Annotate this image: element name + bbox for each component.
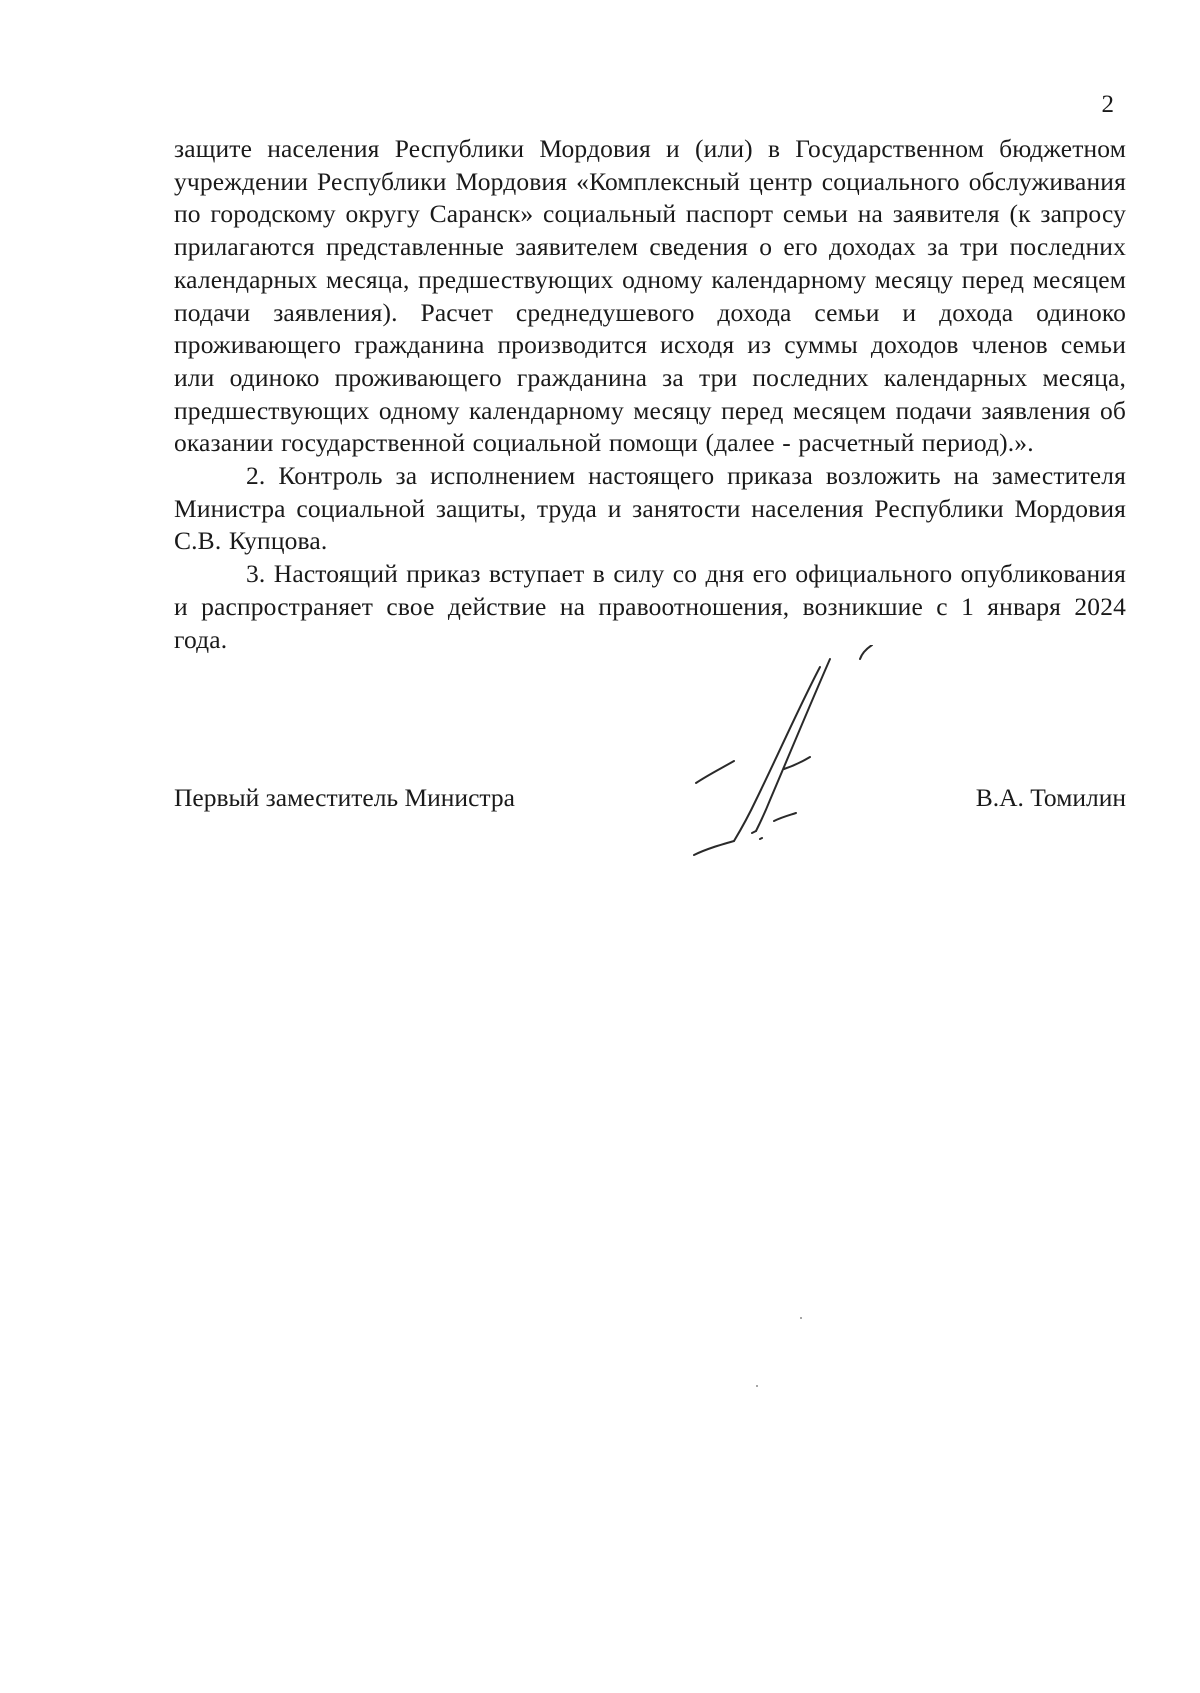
scan-speck (800, 1317, 802, 1319)
handwritten-signature (690, 645, 920, 895)
paragraph-continuation: защите населения Республики Мордовия и (или) в Государственном бюджетном учреждении Республики Мордовия «Комплексный центр социального обслуживания по городскому округу Саранск» социальный паспорт семьи на заявителя (к запросу прилагаются представленные заявителем сведения о его доходах за три последних календарных месяца, предшествующих одному календарному месяцу перед месяцем подачи заявления). Расчет среднедушевого дохода семьи и дохода одиноко проживающего гражданина производится исходя из суммы доходов членов семьи или одиноко проживающего гражданина за три последних календарных месяца, предшествующих одному календарному месяцу перед месяцем подачи заявления об оказании государственной социальной помощи (далее - расчетный период).». (174, 134, 1126, 458)
signature-block (174, 782, 1126, 822)
page-number: 2 (1101, 91, 1114, 118)
paragraph-item-2: 2. Контроль за исполнением настоящего приказа возложить на заместителя Министра социальной защиты, труда и занятости населения Республики Мордовия С.В. Купцова. (174, 461, 1126, 556)
scan-speck (756, 1385, 758, 1387)
document-body (174, 133, 1126, 656)
signer-name: В.А. Томилин (975, 783, 1126, 812)
paragraph-item-3: 3. Настоящий приказ вступает в силу со дня его официального опубликования и распространяет свое действие на правоотношения, возникшие с 1 января 2024 года. (174, 559, 1126, 654)
signer-title: Первый заместитель Министра (174, 783, 515, 812)
